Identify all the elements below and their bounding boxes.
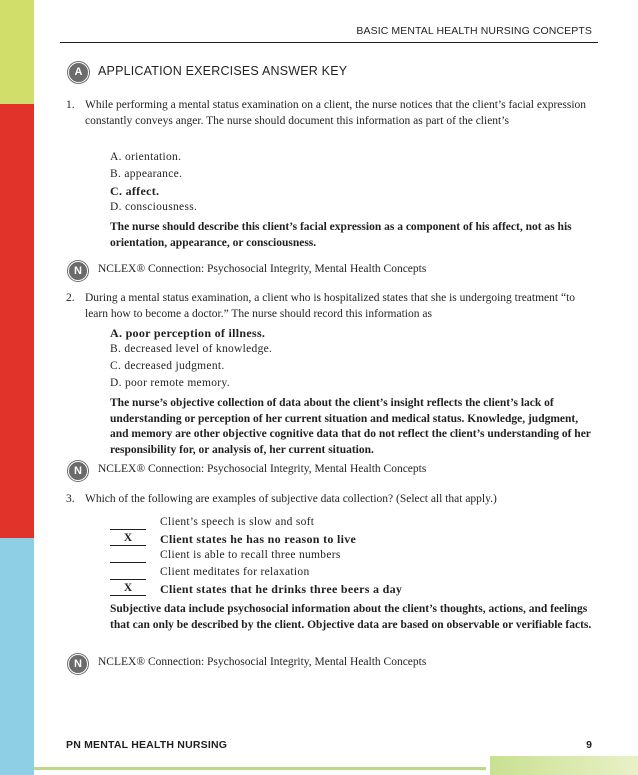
answer-blank: X bbox=[110, 532, 146, 546]
question-text: Which of the following are examples of subjective data collection? (Select all that apply.) bbox=[85, 493, 497, 505]
question-2 bbox=[66, 291, 590, 322]
checklist-text: Client meditates for relaxation bbox=[160, 566, 310, 578]
option: B. appearance. bbox=[110, 168, 183, 180]
option: D. poor remote memory. bbox=[110, 377, 230, 389]
footer-book-title: PN MENTAL HEALTH NURSING bbox=[66, 739, 228, 751]
answer-blank: X bbox=[110, 582, 146, 596]
answer-blank bbox=[110, 549, 146, 563]
question-text: During a mental status examination, a client who is hospitalized states that she is undergoing treatment “to learn how to become a doctor.” The nurse should record this information as bbox=[85, 292, 576, 320]
running-header: BASIC MENTAL HEALTH NURSING CONCEPTS bbox=[356, 25, 592, 37]
answer-blank bbox=[110, 516, 146, 530]
question-number: 3. bbox=[66, 493, 75, 505]
question-number: 2. bbox=[66, 292, 75, 304]
option: A. orientation. bbox=[110, 151, 182, 163]
option-correct: C. affect. bbox=[110, 184, 160, 198]
nclex-connection: NCLEX® Connection: Psychosocial Integrity, Mental Health Concepts bbox=[98, 656, 427, 668]
option: C. decreased judgment. bbox=[110, 360, 225, 372]
side-bar-red bbox=[0, 104, 34, 538]
nclex-connection: NCLEX® Connection: Psychosocial Integrity, Mental Health Concepts bbox=[98, 263, 427, 275]
nclex-icon: N bbox=[68, 654, 88, 674]
question-text: While performing a mental status examination on a client, the nurse notices that the client’s facial expression constantly conveys anger. The nurse should document this information as part of the client’s bbox=[85, 99, 587, 127]
nclex-icon: N bbox=[68, 261, 88, 281]
checklist-text: Client’s speech is slow and soft bbox=[160, 516, 315, 528]
footer-corner-decoration bbox=[490, 756, 638, 775]
checklist-text: Client is able to recall three numbers bbox=[160, 549, 341, 561]
nclex-icon: N bbox=[68, 461, 88, 481]
rationale: The nurse should describe this client’s facial expression as a component of his affect, not as his orientation, appearance, or consciousness. bbox=[110, 221, 572, 249]
option: D. consciousness. bbox=[110, 201, 198, 213]
question-number: 1. bbox=[66, 99, 75, 111]
question-3 bbox=[66, 492, 590, 508]
side-bar-blue bbox=[0, 538, 34, 775]
option-correct: A. poor perception of illness. bbox=[110, 326, 266, 340]
side-bar-green bbox=[0, 0, 34, 104]
option: B. decreased level of knowledge. bbox=[110, 343, 273, 355]
nclex-connection: NCLEX® Connection: Psychosocial Integrity, Mental Health Concepts bbox=[98, 463, 427, 475]
checklist-text: Client states he has no reason to live bbox=[160, 532, 357, 546]
section-title: APPLICATION EXERCISES ANSWER KEY bbox=[98, 64, 348, 78]
answer-key-icon: A bbox=[68, 62, 89, 83]
footer-divider bbox=[34, 767, 486, 770]
rationale: Subjective data include psychosocial information about the client’s thoughts, actions, and feelings that can only be described by the client. Objective data are based on observable or verifiable facts. bbox=[110, 603, 592, 631]
question-1 bbox=[66, 98, 590, 129]
rationale: The nurse’s objective collection of data about the client’s insight reflects the client’s lack of understanding or perception of her current situation and medical status. Knowledge, judgment, and memory are other objective cognitive data that do not reflect the client’s understanding of her responsibility for, or analysis of, her current situation. bbox=[110, 397, 591, 456]
page-number: 9 bbox=[586, 739, 592, 751]
answer-blank bbox=[110, 566, 146, 580]
checklist-text: Client states that he drinks three beers a day bbox=[160, 582, 403, 596]
header-divider bbox=[60, 42, 598, 43]
